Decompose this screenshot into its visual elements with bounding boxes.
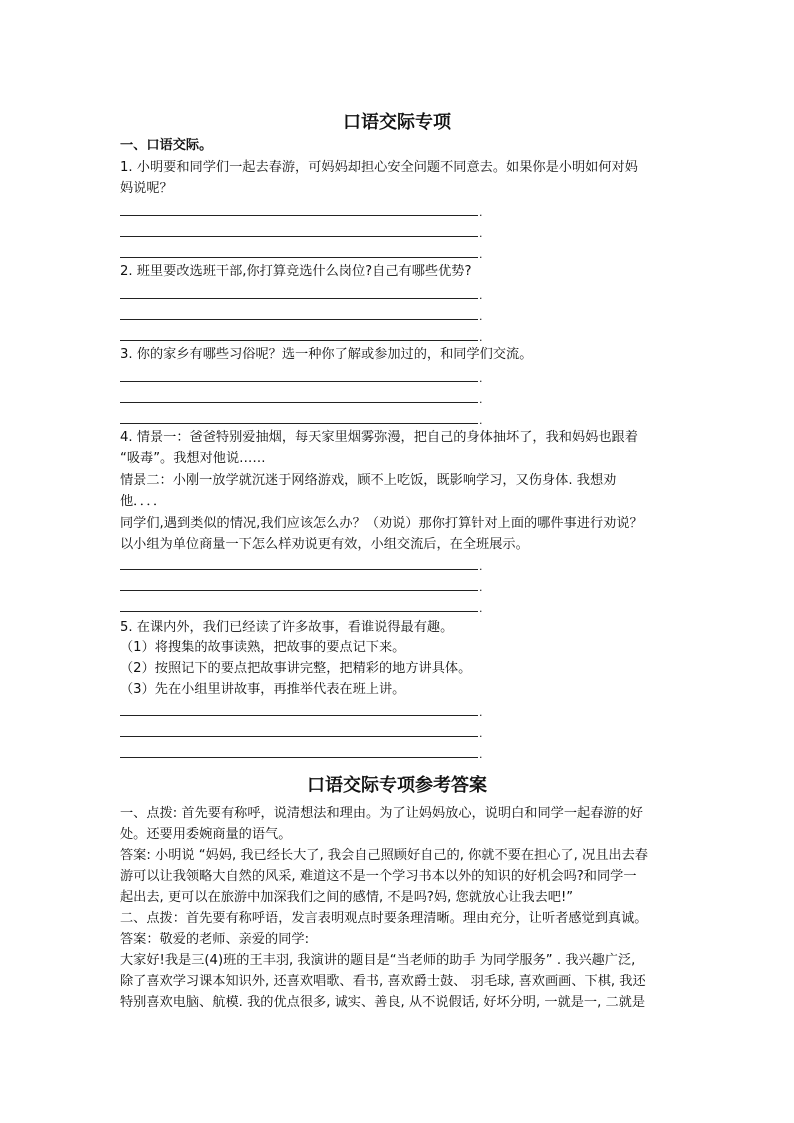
answer-text-line: 答案: 小明说 “妈妈, 我已经长大了, 我会自己照顾好自己的, 你就不要在担心了, 况且出去春: [120, 848, 648, 863]
section-heading: 一、口语交际。: [120, 138, 213, 153]
answer-line: [120, 298, 478, 299]
question-5-line-1: 5. 在课内外，我们已经读了许多故事，看谁说得最有趣。: [120, 620, 454, 635]
question-5-line-4: （3）先在小组里讲故事，再推举代表在班上讲。: [120, 682, 406, 697]
answer-text-line: 一、点拨: 首先要有称呼，说清想法和理由。为了让妈妈放心，说明白和同学一起春游的好: [120, 806, 643, 821]
answer-line: [120, 611, 478, 612]
line-end-mark: .: [479, 206, 483, 219]
line-end-mark: .: [479, 372, 483, 385]
question-5-line-2: （1）将搜集的故事读熟，把故事的要点记下来。: [120, 640, 406, 655]
question-4-line-6: 以小组为单位商量一下怎么样劝说更有效，小组交流后，在全班展示。: [120, 537, 529, 552]
answer-line: [120, 715, 478, 716]
answer-line: [120, 215, 478, 216]
question-2: 2. 班里要改选班干部,你打算竞选什么岗位?自己有哪些优势?: [120, 264, 472, 279]
line-end-mark: .: [479, 581, 483, 594]
answer-line: [120, 569, 478, 570]
answer-line: [120, 402, 478, 403]
question-1-line-2: 妈说呢？: [120, 181, 173, 196]
line-end-mark: .: [479, 393, 483, 406]
line-end-mark: .: [479, 248, 483, 261]
answer-line: [120, 340, 478, 341]
answer-text-line: 除了喜欢学习课本知识外, 还喜欢唱歌、看书, 喜欢爵士鼓、 羽毛球, 喜欢画画、下棋, 我还: [120, 974, 646, 989]
question-4-line-2: “吸毒”。我想对他说……: [120, 451, 266, 466]
answer-text-line: 二、点拨：首先要有称呼语，发言表明观点时要条理清晰。理由充分，让听者感觉到真诚。: [120, 911, 648, 926]
answer-text-line: 游可以让我领略大自然的风采, 难道这不是一个学习书本以外的知识的好机会吗?和同学一: [120, 869, 637, 884]
answer-text-line: 特别喜欢电脑、航模. 我的优点很多, 诚实、善良, 从不说假话, 好坏分明, 一就是一, 二就是: [120, 995, 646, 1010]
answer-line: [120, 257, 478, 258]
question-3: 3. 你的家乡有哪些习俗呢？选一种你了解或参加过的，和同学们交流。: [120, 347, 533, 362]
answer-text-line: 处。还要用委婉商量的语气。: [120, 827, 292, 842]
line-end-mark: .: [479, 289, 483, 302]
question-4-line-4: 他．．．．: [120, 494, 167, 509]
answer-text-line: 答案：敬爱的老师、亲爱的同学:: [120, 932, 310, 947]
line-end-mark: .: [479, 227, 483, 240]
question-4-line-3: 情景二：小刚一放学就沉迷于网络游戏，顾不上吃饭，既影响学习，又伤身体. 我想劝: [120, 473, 617, 488]
page-title: 口语交际专项: [343, 112, 451, 133]
answer-line: [120, 319, 478, 320]
line-end-mark: .: [479, 706, 483, 719]
answers-title: 口语交际专项参考答案: [307, 775, 487, 796]
answer-line: [120, 236, 478, 237]
line-end-mark: .: [479, 310, 483, 323]
line-end-mark: .: [479, 602, 483, 615]
question-1-line-1: 1. 小明要和同学们一起去春游，可妈妈却担心安全问题不同意去。如果你是小明如何对妈: [120, 160, 638, 175]
answer-line: [120, 423, 478, 424]
answer-text-line: 大家好!我是三(4)班的王丰羽, 我演讲的题目是“当老师的助手 为同学服务” . 我兴趣广泛,: [120, 953, 636, 968]
line-end-mark: .: [479, 331, 483, 344]
line-end-mark: .: [479, 560, 483, 573]
answer-line: [120, 590, 478, 591]
question-4-line-5: 同学们,遇到类似的情况,我们应该怎么办？（劝说）那你打算针对上面的哪件事进行劝说？: [120, 516, 643, 531]
line-end-mark: .: [479, 414, 483, 427]
line-end-mark: .: [479, 748, 483, 761]
question-5-line-3: （2）按照记下的要点把故事讲完整，把精彩的地方讲具体。: [120, 661, 472, 676]
answer-line: [120, 736, 478, 737]
answer-line: [120, 757, 478, 758]
answer-line: [120, 381, 478, 382]
answer-text-line: 起出去, 更可以在旅游中加深我们之间的感情, 不是吗?妈, 您就放心让我去吧!”: [120, 890, 574, 905]
line-end-mark: .: [479, 727, 483, 740]
question-4-line-1: 4. 情景一：爸爸特别爱抽烟，每天家里烟雾弥漫，把自己的身体抽坏了，我和妈妈也跟着: [120, 430, 638, 445]
